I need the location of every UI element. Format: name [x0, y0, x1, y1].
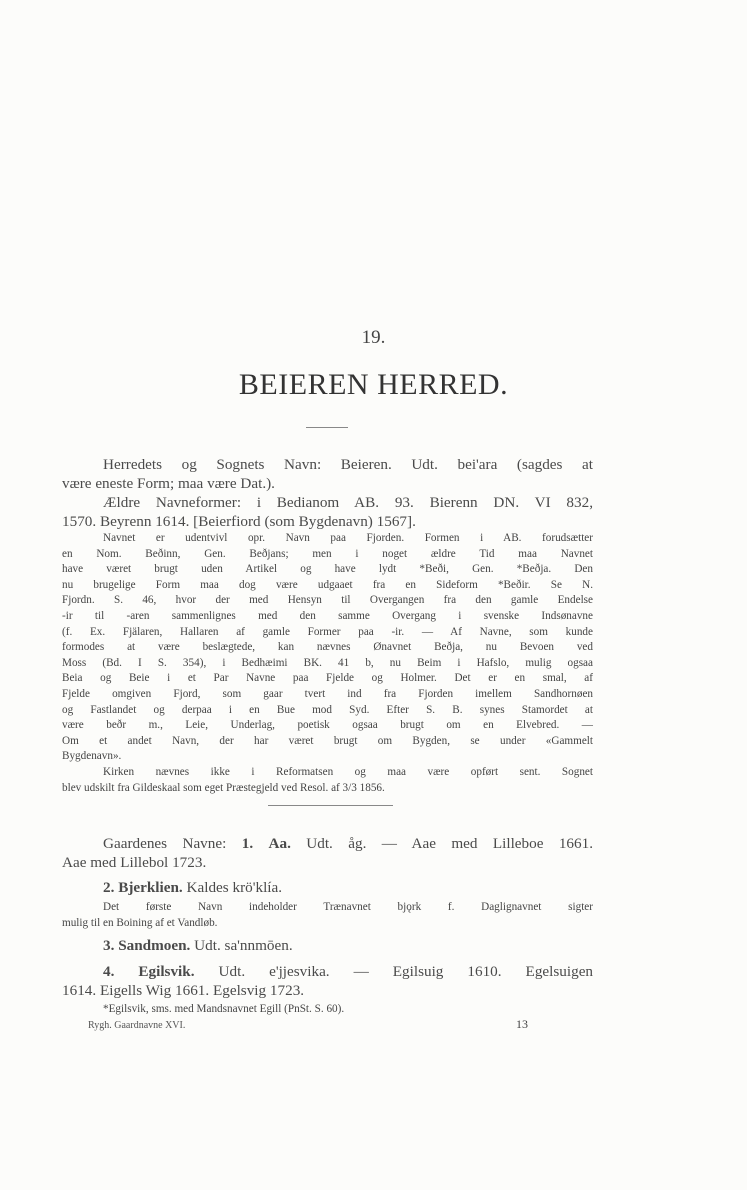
farm-entry-line: [62, 878, 593, 897]
farm-entry-1: [62, 834, 593, 872]
farm-name: Bjerklien.: [118, 879, 183, 896]
farm-name: Sandmoen.: [118, 937, 191, 954]
farm-entry-4: [62, 962, 593, 1018]
farm-number: 4.: [103, 963, 115, 980]
farm-text: Aae med Lillebol 1723.: [62, 854, 207, 871]
text-line: blev udskilt fra Gildeskaal som eget Præstegjeld ved Resol. af 3/3 1856.: [62, 781, 385, 794]
page-number: 13: [516, 1017, 528, 1031]
printer-signature: Rygh. Gaardnavne XVI.: [88, 1020, 186, 1031]
farm-note: mulig til en Boining af et Vandløb.: [62, 916, 218, 929]
farm-entry-3: [62, 936, 593, 955]
chapter-number: 19.: [361, 327, 386, 348]
text-line: være eneste Form; maa være Dat.).: [62, 475, 275, 492]
text-line: og Fastlandet og derpaa i en Bue mod Syd. Efter S. B. synes Stamordet at: [62, 703, 593, 716]
title-rule: [306, 427, 348, 428]
farm-note: *Egilsvik, sms. med Mandsnavnet Egill (PnSt. S. 60).: [103, 1003, 345, 1015]
farm-number: 1.: [241, 835, 254, 852]
text-line: Herredets og Sognets Navn: Beieren. Udt. bei'ara (sagdes at: [103, 456, 593, 473]
farm-entry-2: [62, 878, 593, 931]
page-footer: [88, 1017, 528, 1031]
farm-text: Udt. e'jjesvika. — Egilsuig 1610. Egelsuigen: [218, 963, 594, 980]
text-line: formodes at være beslægtede, kan nævnes Ønavnet Beðja, nu Bevoen ved: [62, 641, 593, 654]
text-line: Navnet er udentvivl opr. Navn paa Fjorden. Formen i AB. forudsætter: [103, 532, 593, 544]
farm-name: Aa.: [268, 835, 291, 852]
farm-entry-line: [62, 962, 593, 981]
text-line: Bygdenavn».: [62, 750, 122, 763]
district-title: BEIEREN HERRED.: [238, 368, 509, 401]
text-line: Om et andet Navn, der har været brugt om Bygden, se under «Gammelt: [62, 734, 593, 747]
text-line: Fjelde omgiven Fjord, som gaar tvert ind fra Fjorden imellem Sandhornøen: [62, 687, 593, 700]
farm-entry-line: [62, 834, 593, 853]
farm-name: Egilsvik.: [138, 963, 195, 980]
text-line: nu brugelige Form maa dog være udgaaet fra en Sideform *Beðir. Se N.: [62, 578, 593, 591]
farm-entry-line: [62, 936, 593, 955]
farm-text: Udt. sa'nnmōen.: [194, 937, 293, 954]
farm-number: 2.: [103, 879, 115, 896]
text-line: en Nom. Beðinn, Gen. Beðjans; men i noget ældre Tid maa Navnet: [62, 547, 593, 560]
farms-intro-label: Gaardenes Navne:: [103, 835, 227, 852]
farm-text: Kaldes krö'klía.: [186, 879, 283, 896]
text-line: Ældre Navneformer: i Bedianom AB. 93. Bierenn DN. VI 832,: [103, 494, 593, 511]
text-line: være beðr m., Leie, Underlag, poetisk ogsaa brugt om en Elvebred. —: [62, 719, 593, 732]
section-rule: [268, 805, 393, 806]
intro-paragraph: [62, 455, 593, 531]
farm-note: Det første Navn indeholder Trænavnet bjǫrk f. Daglignavnet sigter: [103, 901, 593, 913]
text-line: have været brugt uden Artikel og have lydt *Beði, Gen. *Beðja. Den: [62, 563, 593, 576]
text-line: Moss (Bd. I S. 354), i Bedhæimi BK. 41 b, nu Beim i Hafslo, mulig ogsaa: [62, 656, 593, 669]
text-line: (f. Ex. Fjälaren, Hallaren af gamle Former paa -ir. — Af Navne, som kunde: [62, 625, 593, 638]
text-line: -ir til -aren sammenlignes med den samme Overgang i svenske Indsønavne: [62, 609, 593, 622]
farm-text: 1614. Eigells Wig 1661. Egelsvig 1723.: [62, 982, 305, 999]
farm-number: 3.: [103, 937, 115, 954]
text-line: Beia og Beie i et Par Navne paa Fjelde og Holmer. Det er en smal, af: [62, 672, 593, 685]
text-line: Fjordn. S. 46, hvor der med Hensyn til Overgangen fra den gamle Endelse: [62, 594, 593, 607]
text-line: Kirken nævnes ikke i Reformatsen og maa være opført sent. Sognet: [103, 765, 593, 778]
farm-text: Udt. åg. — Aae med Lilleboe 1661.: [306, 835, 594, 852]
text-line: 1570. Beyrenn 1614. [Beierfiord (som Bygdenavn) 1567].: [62, 513, 416, 530]
commentary-paragraph: [62, 531, 593, 796]
